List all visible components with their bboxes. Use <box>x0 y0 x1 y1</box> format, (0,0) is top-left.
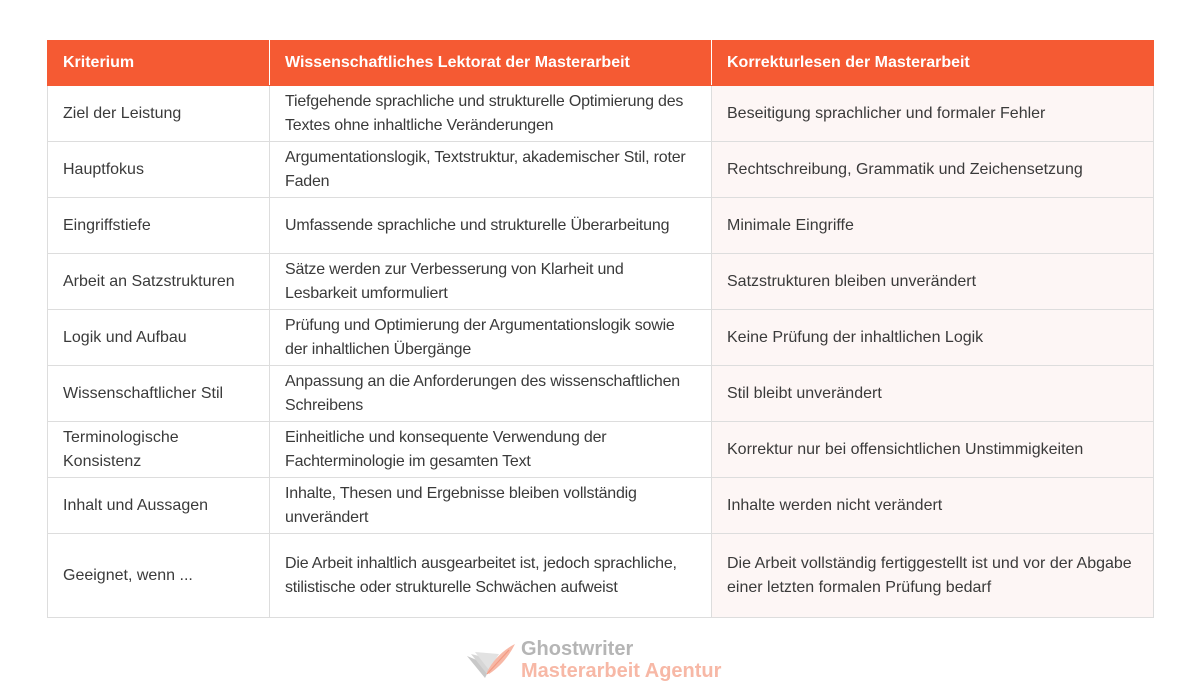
criterion-cell: Hauptfokus <box>48 142 270 198</box>
lektorat-cell: Prüfung und Optimierung der Argumentationslogik sowie der inhaltlichen Übergänge <box>270 310 712 366</box>
criterion-cell: Ziel der Leistung <box>48 86 270 142</box>
korrekturlesen-cell: Korrektur nur bei offensichtlichen Unstimmigkeiten <box>712 422 1154 478</box>
korrekturlesen-cell: Satzstrukturen bleiben unverändert <box>712 254 1154 310</box>
criterion-cell: Geeignet, wenn ... <box>48 534 270 618</box>
korrekturlesen-cell: Inhalte werden nicht verändert <box>712 478 1154 534</box>
lektorat-cell: Umfassende sprachliche und strukturelle Überarbeitung <box>270 198 712 254</box>
korrekturlesen-cell: Minimale Eingriffe <box>712 198 1154 254</box>
lektorat-cell: Sätze werden zur Verbesserung von Klarheit und Lesbarkeit umformuliert <box>270 254 712 310</box>
logo-text-line1: Ghostwriter <box>521 638 634 660</box>
lektorat-cell: Inhalte, Thesen und Ergebnisse bleiben vollständig unverändert <box>270 478 712 534</box>
criterion-cell: Wissenschaftlicher Stil <box>48 366 270 422</box>
lektorat-cell: Die Arbeit inhaltlich ausgearbeitet ist, jedoch sprachliche, stilistische oder strukturelle Schwächen aufweist <box>270 534 712 618</box>
table-row <box>48 142 1154 198</box>
comparison-table <box>47 40 1154 618</box>
table-row <box>48 198 1154 254</box>
criterion-cell: Logik und Aufbau <box>48 310 270 366</box>
table-row <box>48 478 1154 534</box>
korrekturlesen-cell: Stil bleibt unverändert <box>712 366 1154 422</box>
table-row <box>48 534 1154 618</box>
header-korrekturlesen: Korrekturlesen der Masterarbeit <box>712 41 1154 86</box>
lektorat-cell: Argumentationslogik, Textstruktur, akademischer Stil, roter Faden <box>270 142 712 198</box>
korrekturlesen-cell: Keine Prüfung der inhaltlichen Logik <box>712 310 1154 366</box>
lektorat-cell: Anpassung an die Anforderungen des wissenschaftlichen Schreibens <box>270 366 712 422</box>
korrekturlesen-cell: Die Arbeit vollständig fertiggestellt ist und vor der Abgabe einer letzten formalen Prüfung bedarf <box>712 534 1154 618</box>
criterion-cell: Eingriffstiefe <box>48 198 270 254</box>
criterion-cell: Terminologische Konsistenz <box>48 422 270 478</box>
table-row <box>48 422 1154 478</box>
criterion-cell: Inhalt und Aussagen <box>48 478 270 534</box>
korrekturlesen-cell: Beseitigung sprachlicher und formaler Fehler <box>712 86 1154 142</box>
header-lektorat: Wissenschaftliches Lektorat der Masterarbeit <box>270 41 712 86</box>
header-criterion: Kriterium <box>48 41 270 86</box>
table-row <box>48 254 1154 310</box>
brand-logo <box>465 638 745 686</box>
table-row <box>48 310 1154 366</box>
lektorat-cell: Einheitliche und konsequente Verwendung der Fachterminologie im gesamten Text <box>270 422 712 478</box>
korrekturlesen-cell: Rechtschreibung, Grammatik und Zeichensetzung <box>712 142 1154 198</box>
feather-pages-icon <box>465 642 517 682</box>
table-header-row <box>48 41 1154 86</box>
lektorat-cell: Tiefgehende sprachliche und strukturelle Optimierung des Textes ohne inhaltliche Veränderungen <box>270 86 712 142</box>
logo-text-line2: Masterarbeit Agentur <box>521 660 722 682</box>
table-row <box>48 86 1154 142</box>
criterion-cell: Arbeit an Satzstrukturen <box>48 254 270 310</box>
table-row <box>48 366 1154 422</box>
